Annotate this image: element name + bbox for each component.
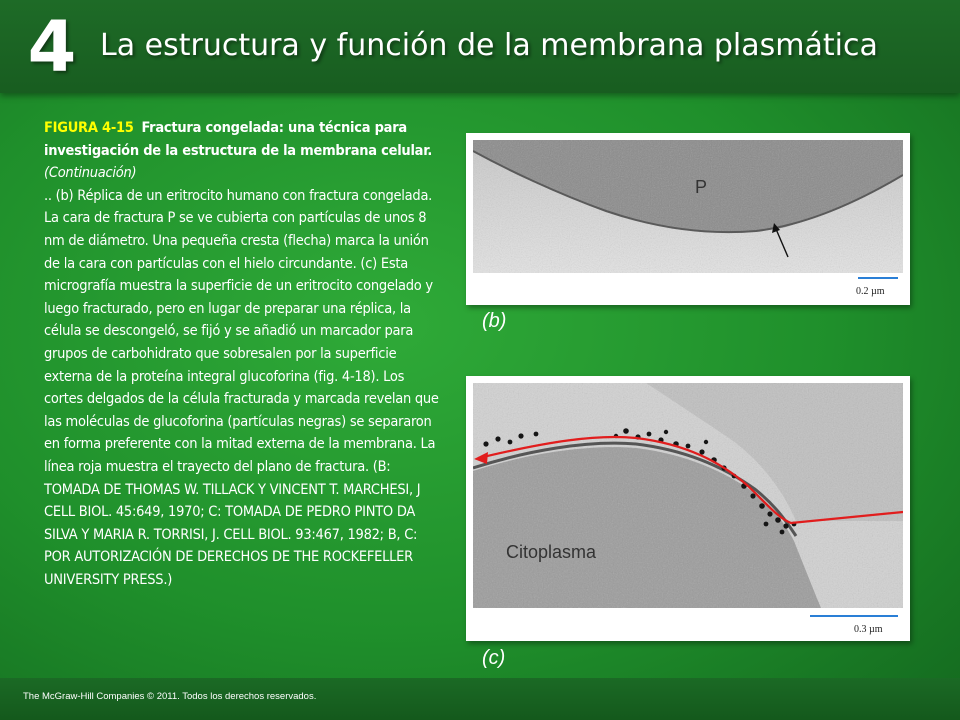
chapter-number: 4 (27, 6, 77, 88)
panel-letter-c: (c) (482, 647, 506, 669)
scale-label-c: 0.3 µm (854, 624, 883, 635)
cytoplasm-label: Citoplasma (506, 542, 597, 562)
figure-label: FIGURA 4-15 (44, 120, 134, 136)
header-bar (0, 0, 960, 93)
figure-title: Fractura congelada: una técnica para investigación de la estructura de la membrana celular. (44, 120, 433, 159)
figure-caption (44, 117, 440, 591)
chapter-title: La estructura y función de la membrana plasmática (100, 28, 878, 63)
micrograph-b-p-label: P (695, 177, 708, 197)
micrograph-b (466, 133, 910, 305)
footer-bar (0, 678, 960, 720)
figure-body: .. (b) Réplica de un eritrocito humano con fractura congelada. La cara de fractura P se ve cubierta con partículas de unos 8 nm de diámetro. Una pequeña cresta (flecha) marca la unión de la cara con partículas con el hielo circundante. (c) Esta micrografía muestra la superficie de un eritrocito congelado y luego fracturado, pero en lugar de preparar una réplica, la célula se descongeló, se fijó y se añadió un marcador para grupos de carbohidrato que sobresalen por la superficie externa de la proteína integral glucoforina (fig. 4-18). Los cortes delgados de la célula fracturada y marcada revelan que las moléculas de glucoforina (partículas negras) se separaron en forma preferente con la mitad externa de la membrana. La línea roja muestra el trayecto del plano de fractura. (44, 187, 439, 475)
micrograph-c (466, 376, 910, 641)
micrograph-c-image (466, 376, 910, 641)
panel-letter-b: (b) (482, 310, 507, 332)
figure-credit: (B: TOMADA DE THOMAS W. TILLACK Y VINCENT T. MARCHESI, J CELL BIOL. 45:649, 1970; C: TOMADA DE PEDRO PINTO DA SILVA Y MARIA R. TORRISI, J. CELL BIOL. 93:467, 1982; B, C: POR AUTORIZACIÓN DE DERECHOS DE THE ROCKEFELLER UNIVERSITY PRESS.) (44, 458, 421, 588)
copyright-notice: The McGraw-Hill Companies © 2011. Todos los derechos reservados. (23, 691, 317, 702)
figure-continuation: (Continuación) (44, 165, 137, 182)
scale-label-b: 0.2 µm (856, 286, 885, 297)
micrograph-b-image (466, 133, 910, 305)
